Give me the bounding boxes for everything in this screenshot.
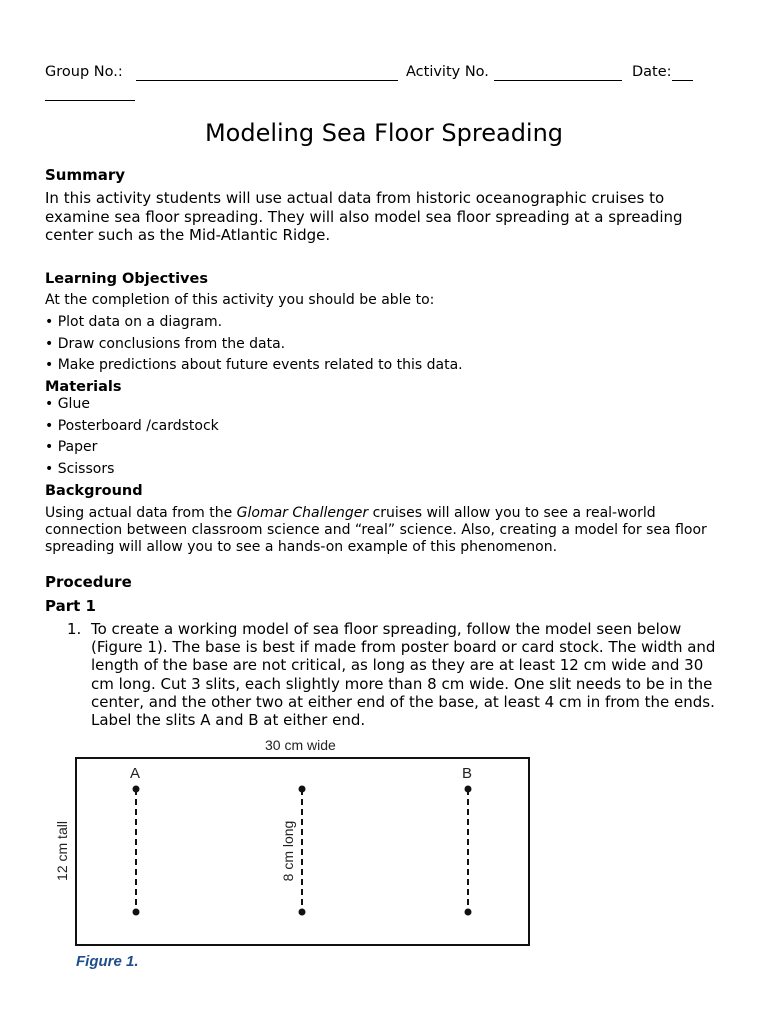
group-label: Group No.: (45, 64, 123, 80)
material-item: • Scissors (45, 461, 115, 477)
part-heading: Part 1 (45, 597, 96, 615)
slit-length-label: 8 cm long (280, 820, 296, 882)
step-number: 1. (67, 620, 82, 638)
background-line: spreading will allow you to see a hands-on example of this phenomenon. (45, 539, 558, 555)
background-line-start: Using actual data from the (45, 505, 237, 521)
step-line: length of the base are not critical, as long as they are at least 12 cm wide and 30 (91, 656, 704, 675)
slit-center (299, 786, 306, 916)
step-line: center, and the other two at either end of the base, at least 4 cm in from the ends. (91, 692, 715, 711)
summary-heading: Summary (45, 166, 126, 184)
activity-label: Activity No. (406, 64, 489, 80)
slit-b (465, 786, 472, 916)
slit-a (133, 786, 140, 916)
step-line: To create a working model of sea floor spreading, follow the model seen below (91, 620, 682, 638)
date-label: Date: (632, 64, 672, 80)
background-line-end: cruises will allow you to see a real-world (368, 505, 656, 521)
summary-line: In this activity students will use actual data from historic oceanographic cruises to (45, 189, 665, 207)
background-heading: Background (45, 483, 143, 499)
objectives-heading: Learning Objectives (45, 271, 208, 287)
procedure-heading: Procedure (45, 573, 132, 591)
background-line: connection between classroom science and “real” science. Also, creating a model for sea floor (45, 522, 707, 538)
ship-name: Glomar Challenger (236, 505, 369, 521)
page-title: Modeling Sea Floor Spreading (204, 119, 564, 147)
step-line: (Figure 1). The base is best if made from poster board or card stock. The width and (91, 638, 716, 657)
objective-item: • Draw conclusions from the data. (45, 336, 286, 352)
step-line: cm long. Cut 3 slits, each slightly more than 8 cm wide. One slit needs to be in the (91, 674, 713, 693)
width-label: 30 cm wide (265, 737, 336, 753)
figure-caption: Figure 1. (76, 953, 139, 970)
material-item: • Paper (45, 439, 98, 455)
slit-b-label: B (462, 765, 473, 782)
material-item: • Glue (45, 396, 90, 412)
summary-line: examine sea floor spreading. They will also model sea floor spreading at a spreading (45, 207, 683, 226)
step-line: Label the slits A and B at either end. (91, 711, 366, 730)
material-item: • Posterboard /cardstock (45, 418, 219, 434)
height-label: 12 cm tall (54, 821, 70, 881)
slit-a-label: A (130, 765, 141, 782)
objective-item: • Make predictions about future events related to this data. (45, 357, 463, 373)
materials-heading: Materials (45, 379, 122, 395)
objective-item: • Plot data on a diagram. (45, 314, 223, 330)
objectives-intro: At the completion of this activity you should be able to: (45, 292, 435, 308)
summary-line: center such as the Mid-Atlantic Ridge. (45, 226, 331, 244)
